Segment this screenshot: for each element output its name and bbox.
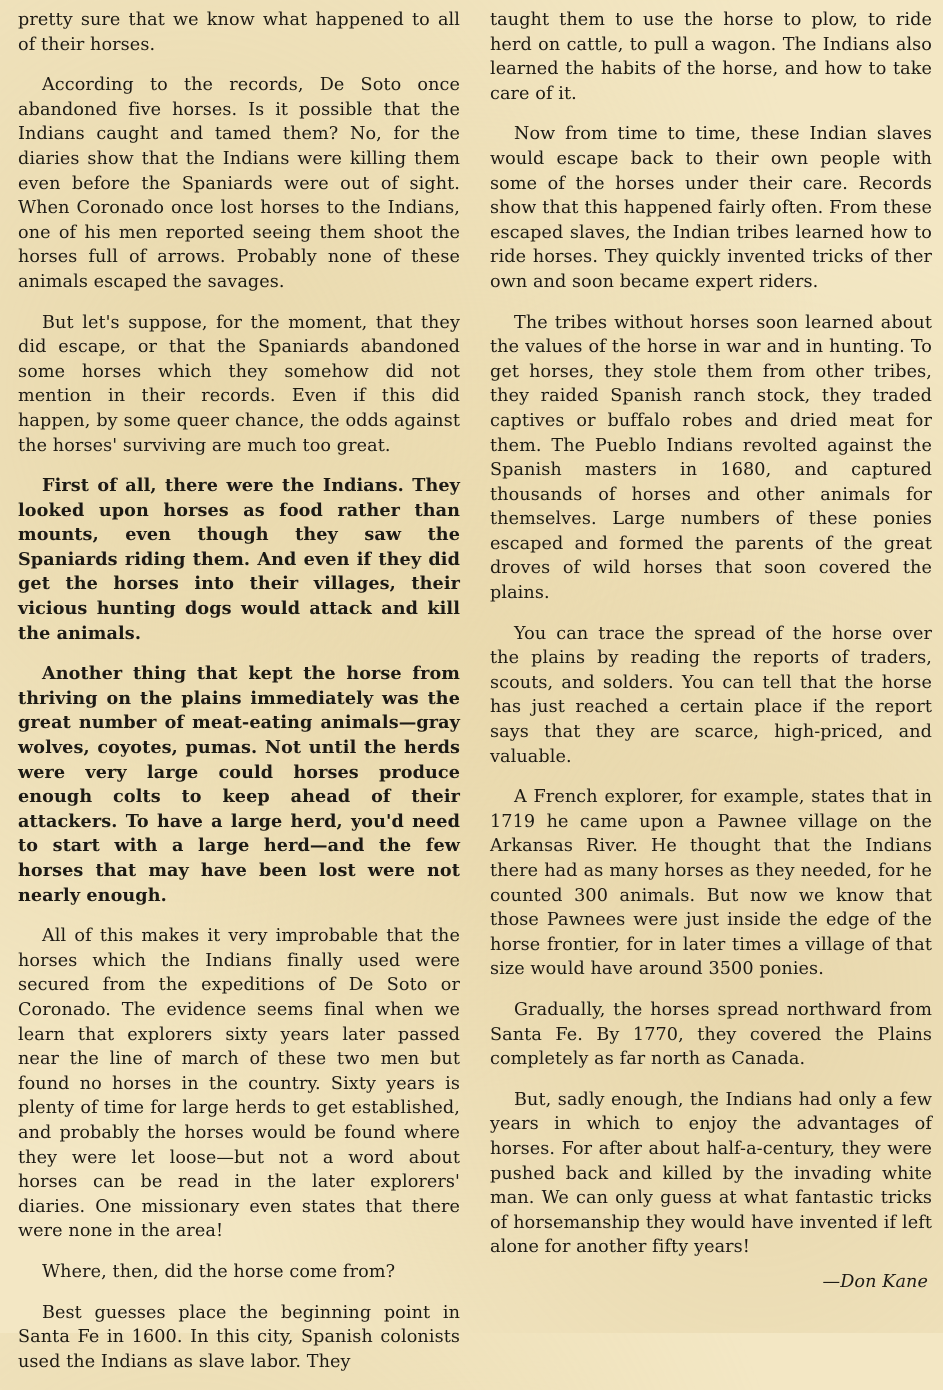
paragraph: Another thing that kept the horse from thriving on the plains immediately was the great number of meat-eating animals—gray wolves, coyotes, pumas. Not until the herds were very large could horses produce enough colts to keep ahead of their attackers. To have a large herd, you'd need to start with a large herd—and the few horses that may have been lost were not nearly enough. xyxy=(18,663,460,906)
paragraph: But, sadly enough, the Indians had only a few years in which to enjoy the advantages of horses. For after about half-a-century, they were pushed back and killed by the invading white man. We can only guess at what fantastic tricks of horsemanship they would have invented if left alone for another fifty years! xyxy=(490,1089,932,1258)
paragraph: A French explorer, for example, states that in 1719 he came upon a Pawnee village on the Arkansas River. He thought that the Indians there had as many horses as they needed, for he counted 300 animals. But now we know that those Pawnees were just inside the edge of the horse frontier, for in later times a village of that size would have around 3500 ponies. xyxy=(490,787,932,980)
paragraph: The tribes without horses soon learned about the values of the horse in war and in hunting. To get horses, they stole them from other tribes, they raided Spanish ranch stock, they traded captives or buffalo robes and dried meat for them. The Pueblo Indians revolted against the Spanish masters in 1680, and captured thousands of horses and other animals for themselves. Large numbers of these ponies escaped and formed the parents of the great droves of wild horses that soon covered the plains. xyxy=(490,312,932,604)
paragraph: You can trace the spread of the horse over the plains by reading the reports of traders, scouts, and solders. You can tell that the horse has just reached a certain place if the report says that they are scarce, high-priced, and valuable. xyxy=(490,623,932,767)
paragraph: pretty sure that we know what happened to all of their horses. xyxy=(18,10,460,55)
author-byline: —Don Kane xyxy=(822,1271,928,1292)
paragraph: But let's suppose, for the moment, that they did escape, or that the Spaniards abandoned some horses which they somehow did not mention in their records. Even if this did happen, by some queer chance, the odds against the horses' surviving are much too great. xyxy=(18,312,460,456)
paragraph: According to the records, De Soto once abandoned five horses. Is it possible that the Indians caught and tamed them? No, for the diaries show that the Indians were killing them even before the Spaniards were out of sight. When Coronado once lost horses to the Indians, one of his men reported seeing them shoot the horses full of arrows. Probably none of these animals escaped the savages. xyxy=(18,75,460,292)
right-column xyxy=(490,8,932,1311)
paragraph: Gradually, the horses spread northward from Santa Fe. By 1770, they covered the Plains completely as far north as Canada. xyxy=(490,999,932,1070)
paragraph: Where, then, did the horse come from? xyxy=(42,1261,396,1282)
left-column xyxy=(18,8,460,1390)
paragraph: All of this makes it very improbable that the horses which the Indians finally used were secured from the expeditions of De Soto or Coronado. The evidence seems final when we learn that explorers sixty years later passed near the line of march of these two men but found no horses in the country. Sixty years is plenty of time for large herds to get established, and probably the horses would be found where they were let loose—but not a word about horses can be read in the later explorers' diaries. One missionary even states that there were none in the area! xyxy=(18,926,460,1242)
paragraph: Now from time to time, these Indian slaves would escape back to their own people with some of the horses under their care. Records show that this happened fairly often. From these escaped slaves, the Indian tribes learned how to ride horses. They quickly invented tricks of ther own and soon became expert riders. xyxy=(490,124,932,292)
paragraph: taught them to use the horse to plow, to ride herd on cattle, to pull a wagon. The Indians also learned the habits of the horse, and how to take care of it. xyxy=(490,10,932,104)
paragraph: Best guesses place the beginning point in Santa Fe in 1600. In this city, Spanish colonists used the Indians as slave labor. They xyxy=(18,1302,460,1372)
paragraph: First of all, there were the Indians. They looked upon horses as food rather than mounts, even though they saw the Spaniards riding them. And even if they did get the horses into their villages, their vicious hunting dogs would attack and kill the animals. xyxy=(18,475,460,644)
